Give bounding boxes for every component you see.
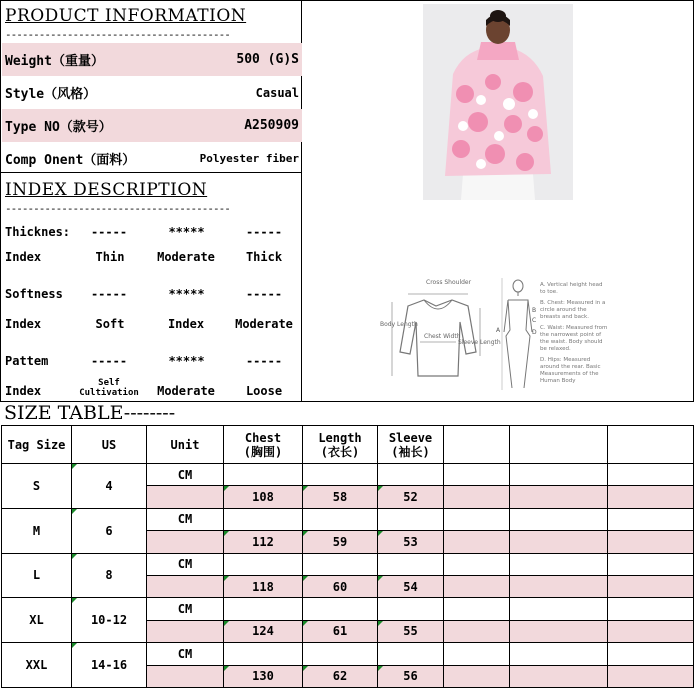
diagram-label-sleeve-length: Sleeve Length bbox=[458, 339, 501, 346]
size-tag-cell: L bbox=[1, 553, 72, 599]
empty-cell bbox=[443, 508, 510, 531]
empty-cell bbox=[443, 463, 510, 486]
size-table-title: SIZE TABLE-------- bbox=[4, 402, 176, 424]
empty-cell bbox=[607, 463, 694, 486]
index-level: Moderate bbox=[235, 317, 293, 331]
empty-cell bbox=[509, 620, 608, 643]
diagram-note: B. Chest: Measured in a circle around the breasts and back. bbox=[540, 300, 606, 320]
empty-cell bbox=[509, 665, 608, 688]
diagram-letter-c: C bbox=[532, 317, 537, 324]
empty-cell bbox=[223, 463, 303, 486]
empty-cell bbox=[607, 642, 694, 665]
sleeve-value-cell: 53 bbox=[377, 530, 444, 553]
index-mark: ***** bbox=[168, 354, 205, 368]
header-tag-size: Tag Size bbox=[1, 425, 72, 464]
unit-cell: CM bbox=[146, 597, 224, 620]
empty-cell bbox=[607, 597, 694, 620]
empty-cell bbox=[509, 463, 608, 486]
chest-value-cell: 112 bbox=[223, 530, 303, 553]
empty-cell bbox=[509, 642, 608, 665]
size-tag-cell: S bbox=[1, 463, 72, 509]
empty-cell bbox=[443, 620, 510, 643]
empty-cell bbox=[377, 553, 444, 576]
chest-value-cell: 108 bbox=[223, 485, 303, 508]
unit-cell: CM bbox=[146, 463, 224, 486]
empty-cell bbox=[607, 665, 694, 688]
index-label: Index bbox=[5, 317, 42, 331]
empty-cell bbox=[509, 575, 608, 598]
empty-cell bbox=[509, 508, 608, 531]
index-label: Index bbox=[5, 384, 42, 398]
length-value-cell: 61 bbox=[302, 620, 378, 643]
empty-cell bbox=[377, 463, 444, 486]
diagram-note: A. Vertical height head to toe. bbox=[540, 282, 603, 295]
empty-cell bbox=[223, 597, 303, 620]
sleeve-value-cell: 52 bbox=[377, 485, 444, 508]
divider-dashes: ---------------------------------------- bbox=[5, 28, 230, 41]
index-level: Soft bbox=[95, 317, 125, 331]
empty-cell bbox=[443, 665, 510, 688]
divider-dashes: ---------------------------------------- bbox=[5, 202, 230, 215]
chest-value-cell: 130 bbox=[223, 665, 303, 688]
header-sleeve: Sleeve (袖长) bbox=[377, 425, 444, 464]
diagram-letter-a: A bbox=[496, 327, 501, 334]
empty-cell bbox=[302, 642, 378, 665]
index-level: Index bbox=[167, 317, 205, 331]
index-group-name: Thicknes: bbox=[5, 225, 71, 239]
index-level: Moderate bbox=[157, 384, 215, 398]
info-row-type-no bbox=[2, 109, 302, 142]
diagram-label-body-length: Body Length bbox=[380, 321, 418, 328]
header-length: Length (衣长) bbox=[302, 425, 378, 464]
index-level: Thick bbox=[245, 250, 283, 264]
info-row-weight bbox=[2, 43, 302, 76]
index-mark: ----- bbox=[90, 287, 128, 301]
info-label: Comp Onent（面料） bbox=[5, 153, 136, 168]
diagram-letter-d: D bbox=[532, 329, 537, 336]
length-value-cell: 60 bbox=[302, 575, 378, 598]
index-label: Index bbox=[5, 250, 42, 264]
unit-cell: CM bbox=[146, 553, 224, 576]
header-empty bbox=[607, 425, 694, 464]
diagram-note: D. Hips: Measured around the rear. Basic Measurements of the Human Body bbox=[540, 357, 601, 384]
empty-cell bbox=[377, 508, 444, 531]
chest-value-cell: 124 bbox=[223, 620, 303, 643]
empty-cell bbox=[223, 553, 303, 576]
unit-cell: CM bbox=[146, 508, 224, 531]
empty-cell bbox=[146, 530, 224, 553]
sleeve-value-cell: 54 bbox=[377, 575, 444, 598]
empty-cell bbox=[377, 642, 444, 665]
diagram-label-chest-width: Chest Width bbox=[424, 333, 461, 340]
empty-cell bbox=[443, 575, 510, 598]
empty-cell bbox=[443, 485, 510, 508]
model-jacket-illustration bbox=[423, 4, 573, 200]
chest-value-cell: 118 bbox=[223, 575, 303, 598]
length-value-cell: 58 bbox=[302, 485, 378, 508]
info-label: Weight（重量） bbox=[5, 54, 104, 69]
info-value: 500 (G)S bbox=[236, 52, 299, 67]
empty-cell bbox=[443, 530, 510, 553]
diagram-notes bbox=[540, 282, 608, 385]
index-mark: ----- bbox=[245, 287, 283, 301]
product-information-panel bbox=[0, 0, 302, 172]
product-information-title: PRODUCT INFORMATION bbox=[5, 6, 247, 26]
index-mark: ***** bbox=[168, 225, 205, 239]
us-size-cell: 10-12 bbox=[71, 597, 147, 643]
size-table bbox=[1, 425, 693, 687]
empty-cell bbox=[443, 597, 510, 620]
index-description-title: INDEX DESCRIPTION bbox=[5, 180, 208, 200]
header-empty bbox=[509, 425, 608, 464]
unit-cell: CM bbox=[146, 642, 224, 665]
empty-cell bbox=[302, 597, 378, 620]
header-us: US bbox=[71, 425, 147, 464]
product-photo bbox=[423, 4, 573, 200]
empty-cell bbox=[509, 530, 608, 553]
header-empty bbox=[443, 425, 510, 464]
empty-cell bbox=[302, 553, 378, 576]
us-size-cell: 6 bbox=[71, 508, 147, 554]
frame-top-line bbox=[302, 0, 694, 1]
size-tag-cell: XXL bbox=[1, 642, 72, 688]
empty-cell bbox=[377, 597, 444, 620]
diagram-letter-b: B bbox=[532, 307, 537, 314]
empty-cell bbox=[607, 620, 694, 643]
empty-cell bbox=[607, 575, 694, 598]
index-group-name: Softness bbox=[5, 287, 63, 301]
empty-cell bbox=[509, 597, 608, 620]
index-mark: ----- bbox=[90, 354, 128, 368]
info-label: Type NO（款号） bbox=[5, 120, 112, 135]
info-value: A250909 bbox=[244, 118, 299, 133]
index-level: Thin bbox=[95, 250, 125, 264]
index-mark: ----- bbox=[245, 225, 283, 239]
empty-cell bbox=[302, 463, 378, 486]
empty-cell bbox=[443, 642, 510, 665]
empty-cell bbox=[146, 620, 224, 643]
measurement-diagram bbox=[380, 272, 608, 396]
index-description-panel bbox=[0, 172, 302, 402]
info-value: Casual bbox=[255, 85, 299, 100]
size-tag-cell: XL bbox=[1, 597, 72, 643]
info-row-component bbox=[2, 142, 302, 175]
empty-cell bbox=[443, 553, 510, 576]
frame-right-line bbox=[693, 0, 694, 402]
empty-cell bbox=[146, 485, 224, 508]
size-tag-cell: M bbox=[1, 508, 72, 554]
sleeve-value-cell: 55 bbox=[377, 620, 444, 643]
empty-cell bbox=[607, 508, 694, 531]
index-mark: ***** bbox=[168, 287, 205, 301]
index-mark: ----- bbox=[245, 354, 283, 368]
header-chest: Chest (胸围) bbox=[223, 425, 303, 464]
us-size-cell: 14-16 bbox=[71, 642, 147, 688]
index-level: Moderate bbox=[157, 250, 215, 264]
empty-cell bbox=[607, 530, 694, 553]
header-unit: Unit bbox=[146, 425, 224, 464]
length-value-cell: 59 bbox=[302, 530, 378, 553]
length-value-cell: 62 bbox=[302, 665, 378, 688]
empty-cell bbox=[509, 485, 608, 508]
index-group-name: Pattem bbox=[5, 354, 49, 368]
empty-cell bbox=[607, 553, 694, 576]
index-level: Loose bbox=[245, 384, 283, 398]
empty-cell bbox=[509, 553, 608, 576]
info-label: Style（风格） bbox=[5, 87, 97, 102]
diagram-note: C. Waist: Measured from the narrowest point of the waist. Body should be relaxed. bbox=[540, 325, 608, 352]
info-row-style bbox=[2, 76, 302, 109]
empty-cell bbox=[607, 485, 694, 508]
sleeve-value-cell: 56 bbox=[377, 665, 444, 688]
index-level: Self Cultivation bbox=[79, 378, 139, 398]
info-value: Polyester fiber bbox=[199, 152, 299, 165]
empty-cell bbox=[146, 665, 224, 688]
empty-cell bbox=[223, 508, 303, 531]
empty-cell bbox=[302, 508, 378, 531]
us-size-cell: 4 bbox=[71, 463, 147, 509]
empty-cell bbox=[223, 642, 303, 665]
empty-cell bbox=[146, 575, 224, 598]
diagram-label-cross-shoulder: Cross Shoulder bbox=[426, 279, 472, 286]
us-size-cell: 8 bbox=[71, 553, 147, 599]
index-mark: ----- bbox=[90, 225, 128, 239]
